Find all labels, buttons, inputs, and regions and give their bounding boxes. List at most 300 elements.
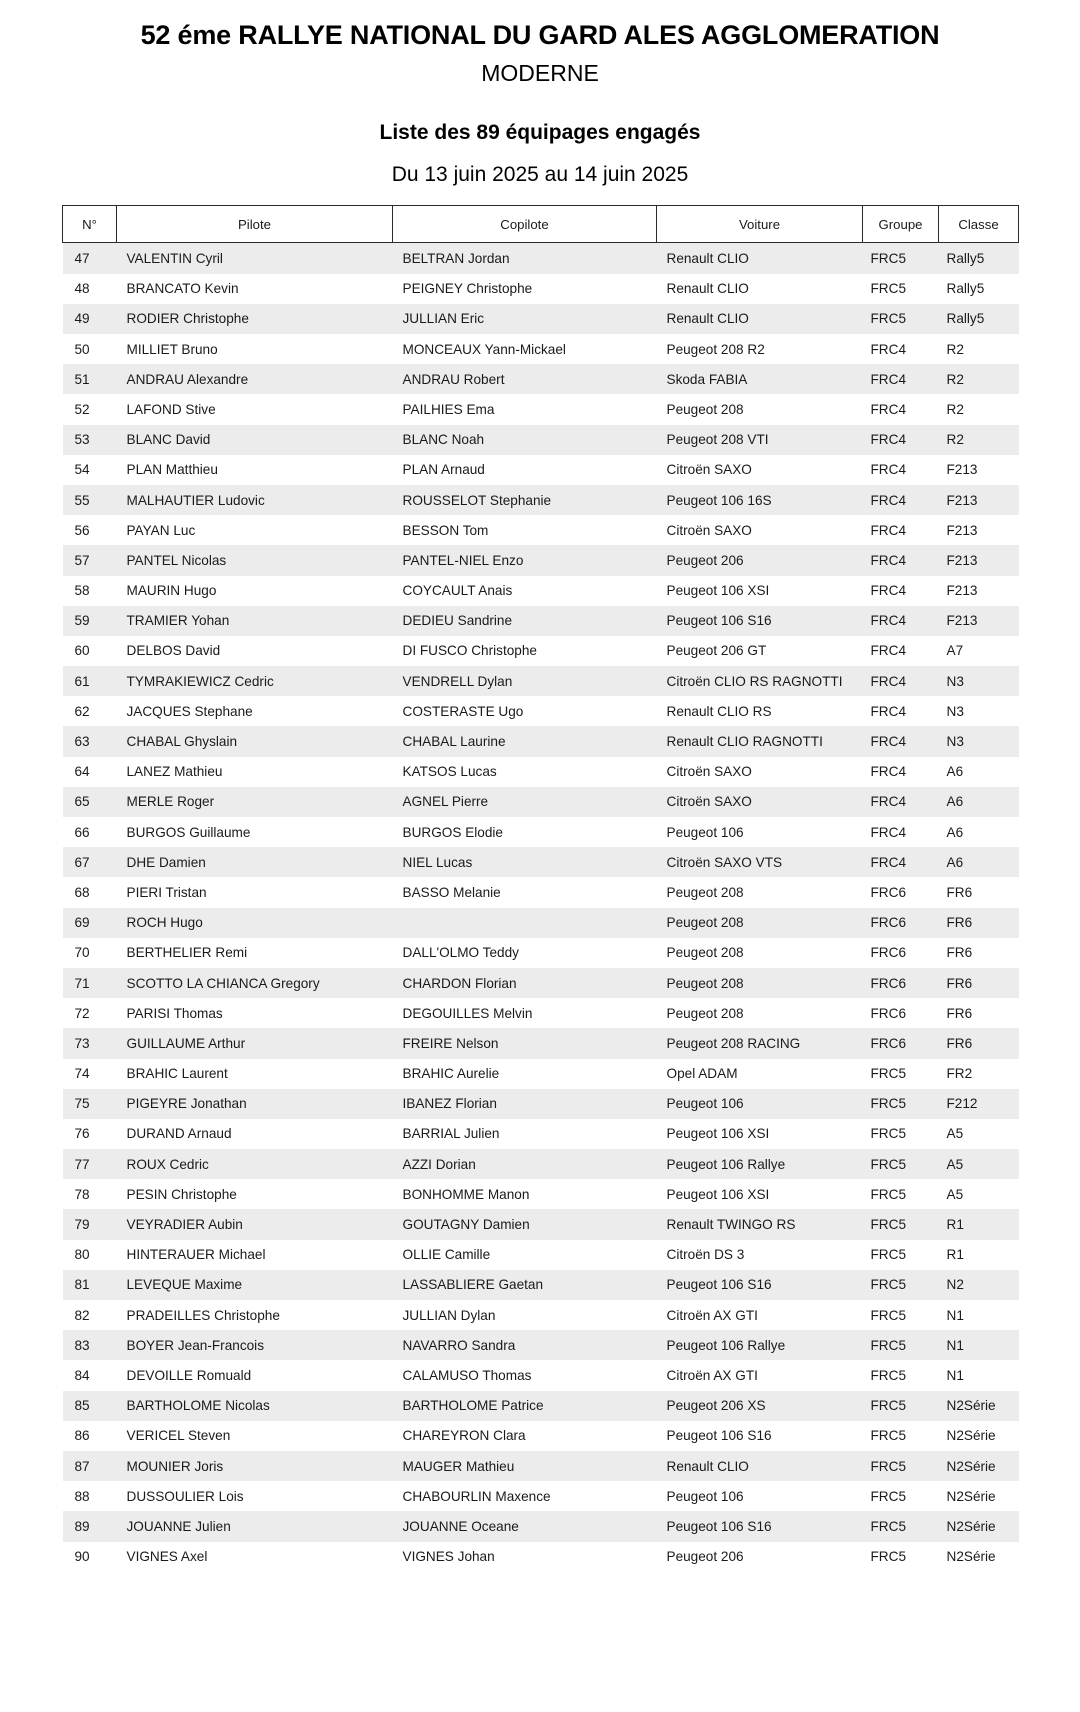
cell-voiture: Citroën SAXO VTS	[657, 847, 863, 877]
cell-classe: FR6	[939, 998, 1019, 1028]
cell-pilote: MALHAUTIER Ludovic	[117, 485, 393, 515]
cell-groupe: FRC5	[863, 304, 939, 334]
cell-classe: N2Série	[939, 1511, 1019, 1541]
column-header-copilote: Copilote	[393, 206, 657, 243]
table-row	[63, 1511, 1019, 1541]
cell-classe: FR6	[939, 877, 1019, 907]
cell-copilote: COYCAULT Anais	[393, 576, 657, 606]
cell-pilote: MERLE Roger	[117, 787, 393, 817]
cell-num: 79	[63, 1209, 117, 1239]
cell-copilote	[393, 908, 657, 938]
table-row	[63, 515, 1019, 545]
cell-voiture: Citroën SAXO	[657, 515, 863, 545]
cell-groupe: FRC6	[863, 968, 939, 998]
cell-classe: R2	[939, 364, 1019, 394]
cell-copilote: BASSO Melanie	[393, 877, 657, 907]
table-row	[63, 545, 1019, 575]
cell-copilote: BESSON Tom	[393, 515, 657, 545]
cell-classe: A7	[939, 636, 1019, 666]
cell-pilote: MAURIN Hugo	[117, 576, 393, 606]
table-row	[63, 1059, 1019, 1089]
cell-groupe: FRC5	[863, 1089, 939, 1119]
cell-classe: F213	[939, 455, 1019, 485]
cell-voiture: Peugeot 106 S16	[657, 1270, 863, 1300]
cell-copilote: BARRIAL Julien	[393, 1119, 657, 1149]
cell-copilote: PEIGNEY Christophe	[393, 274, 657, 304]
cell-copilote: DI FUSCO Christophe	[393, 636, 657, 666]
cell-groupe: FRC5	[863, 1330, 939, 1360]
cell-num: 73	[63, 1028, 117, 1058]
cell-copilote: JOUANNE Oceane	[393, 1511, 657, 1541]
cell-copilote: BLANC Noah	[393, 425, 657, 455]
table-row	[63, 817, 1019, 847]
cell-pilote: TRAMIER Yohan	[117, 606, 393, 636]
table-row	[63, 938, 1019, 968]
cell-classe: A6	[939, 817, 1019, 847]
cell-copilote: BARTHOLOME Patrice	[393, 1391, 657, 1421]
table-header-row	[63, 206, 1019, 243]
page-title: 52 éme RALLYE NATIONAL DU GARD ALES AGGLOMERATION	[140, 20, 940, 50]
cell-classe: FR6	[939, 968, 1019, 998]
cell-groupe: FRC4	[863, 666, 939, 696]
cell-groupe: FRC5	[863, 1511, 939, 1541]
cell-copilote: CHAREYRON Clara	[393, 1421, 657, 1451]
cell-pilote: JACQUES Stephane	[117, 696, 393, 726]
column-header-classe: Classe	[939, 206, 1019, 243]
cell-copilote: MONCEAUX Yann-Mickael	[393, 334, 657, 364]
cell-pilote: BOYER Jean-Francois	[117, 1330, 393, 1360]
cell-pilote: DURAND Arnaud	[117, 1119, 393, 1149]
column-header-voiture: Voiture	[657, 206, 863, 243]
cell-pilote: PIGEYRE Jonathan	[117, 1089, 393, 1119]
table-row	[63, 274, 1019, 304]
cell-copilote: JULLIAN Eric	[393, 304, 657, 334]
table-body	[63, 243, 1019, 1572]
table-row	[63, 364, 1019, 394]
cell-voiture: Peugeot 106 S16	[657, 606, 863, 636]
cell-pilote: GUILLAUME Arthur	[117, 1028, 393, 1058]
cell-pilote: PLAN Matthieu	[117, 455, 393, 485]
cell-groupe: FRC4	[863, 787, 939, 817]
cell-classe: Rally5	[939, 304, 1019, 334]
cell-voiture: Citroën AX GTI	[657, 1300, 863, 1330]
cell-voiture: Renault CLIO	[657, 304, 863, 334]
event-dates: Du 13 juin 2025 au 14 juin 2025	[391, 163, 689, 187]
cell-copilote: AGNEL Pierre	[393, 787, 657, 817]
table-row	[63, 1089, 1019, 1119]
table-row	[63, 696, 1019, 726]
cell-voiture: Renault CLIO	[657, 243, 863, 274]
cell-num: 48	[63, 274, 117, 304]
cell-voiture: Peugeot 208 VTI	[657, 425, 863, 455]
cell-voiture: Peugeot 206	[657, 545, 863, 575]
cell-num: 57	[63, 545, 117, 575]
cell-groupe: FRC4	[863, 726, 939, 756]
table-row	[63, 576, 1019, 606]
cell-copilote: VENDRELL Dylan	[393, 666, 657, 696]
table-row	[63, 1421, 1019, 1451]
cell-pilote: MILLIET Bruno	[117, 334, 393, 364]
cell-copilote: VIGNES Johan	[393, 1542, 657, 1572]
cell-pilote: DEVOILLE Romuald	[117, 1360, 393, 1390]
cell-copilote: BURGOS Elodie	[393, 817, 657, 847]
cell-classe: Rally5	[939, 274, 1019, 304]
cell-voiture: Citroën SAXO	[657, 757, 863, 787]
table-row	[63, 1360, 1019, 1390]
cell-num: 62	[63, 696, 117, 726]
cell-classe: F212	[939, 1089, 1019, 1119]
cell-voiture: Peugeot 106 XSI	[657, 576, 863, 606]
cell-classe: F213	[939, 485, 1019, 515]
cell-num: 53	[63, 425, 117, 455]
cell-voiture: Peugeot 208	[657, 968, 863, 998]
cell-classe: N3	[939, 666, 1019, 696]
cell-groupe: FRC5	[863, 1421, 939, 1451]
cell-voiture: Renault CLIO	[657, 274, 863, 304]
cell-groupe: FRC5	[863, 1240, 939, 1270]
cell-voiture: Peugeot 106 16S	[657, 485, 863, 515]
cell-copilote: PANTEL-NIEL Enzo	[393, 545, 657, 575]
cell-classe: R2	[939, 394, 1019, 424]
cell-num: 84	[63, 1360, 117, 1390]
cell-pilote: DUSSOULIER Lois	[117, 1481, 393, 1511]
cell-classe: R1	[939, 1240, 1019, 1270]
cell-copilote: LASSABLIERE Gaetan	[393, 1270, 657, 1300]
entry-list-table	[62, 205, 1019, 1571]
cell-voiture: Peugeot 206	[657, 1542, 863, 1572]
cell-classe: F213	[939, 576, 1019, 606]
cell-voiture: Peugeot 208 R2	[657, 334, 863, 364]
table-row	[63, 1481, 1019, 1511]
table-row	[63, 334, 1019, 364]
cell-num: 69	[63, 908, 117, 938]
cell-pilote: PESIN Christophe	[117, 1179, 393, 1209]
cell-groupe: FRC4	[863, 576, 939, 606]
cell-groupe: FRC5	[863, 274, 939, 304]
cell-groupe: FRC5	[863, 1119, 939, 1149]
cell-classe: N2	[939, 1270, 1019, 1300]
cell-copilote: DEGOUILLES Melvin	[393, 998, 657, 1028]
cell-classe: N2Série	[939, 1421, 1019, 1451]
cell-num: 81	[63, 1270, 117, 1300]
cell-voiture: Peugeot 106 S16	[657, 1421, 863, 1451]
cell-groupe: FRC4	[863, 545, 939, 575]
cell-voiture: Peugeot 208 RACING	[657, 1028, 863, 1058]
entry-count-heading: Liste des 89 équipages engagés	[379, 121, 701, 145]
cell-pilote: BERTHELIER Remi	[117, 938, 393, 968]
cell-pilote: ROUX Cedric	[117, 1149, 393, 1179]
table-row	[63, 1391, 1019, 1421]
table-row	[63, 1542, 1019, 1572]
table-row	[63, 1149, 1019, 1179]
cell-voiture: Citroën CLIO RS RAGNOTTI	[657, 666, 863, 696]
cell-groupe: FRC4	[863, 817, 939, 847]
cell-classe: N1	[939, 1330, 1019, 1360]
cell-pilote: LANEZ Mathieu	[117, 757, 393, 787]
cell-groupe: FRC6	[863, 908, 939, 938]
cell-pilote: DELBOS David	[117, 636, 393, 666]
table-row	[63, 1209, 1019, 1239]
cell-classe: N3	[939, 726, 1019, 756]
cell-copilote: CHABAL Laurine	[393, 726, 657, 756]
cell-classe: N2Série	[939, 1542, 1019, 1572]
cell-voiture: Peugeot 208	[657, 394, 863, 424]
cell-voiture: Peugeot 106	[657, 1481, 863, 1511]
cell-classe: FR6	[939, 938, 1019, 968]
cell-pilote: SCOTTO LA CHIANCA Gregory	[117, 968, 393, 998]
cell-classe: N1	[939, 1360, 1019, 1390]
cell-num: 65	[63, 787, 117, 817]
cell-pilote: VERICEL Steven	[117, 1421, 393, 1451]
cell-classe: A5	[939, 1149, 1019, 1179]
cell-voiture: Peugeot 208	[657, 938, 863, 968]
cell-groupe: FRC4	[863, 696, 939, 726]
cell-voiture: Renault CLIO RS	[657, 696, 863, 726]
cell-groupe: FRC5	[863, 1300, 939, 1330]
cell-copilote: JULLIAN Dylan	[393, 1300, 657, 1330]
cell-pilote: BRAHIC Laurent	[117, 1059, 393, 1089]
cell-voiture: Opel ADAM	[657, 1059, 863, 1089]
cell-num: 74	[63, 1059, 117, 1089]
cell-pilote: VIGNES Axel	[117, 1542, 393, 1572]
cell-groupe: FRC4	[863, 485, 939, 515]
cell-num: 67	[63, 847, 117, 877]
cell-groupe: FRC5	[863, 1391, 939, 1421]
cell-groupe: FRC4	[863, 757, 939, 787]
cell-copilote: GOUTAGNY Damien	[393, 1209, 657, 1239]
table-row	[63, 1119, 1019, 1149]
cell-pilote: PAYAN Luc	[117, 515, 393, 545]
cell-num: 55	[63, 485, 117, 515]
cell-groupe: FRC5	[863, 1481, 939, 1511]
table-row	[63, 636, 1019, 666]
cell-num: 72	[63, 998, 117, 1028]
cell-classe: A6	[939, 787, 1019, 817]
cell-num: 87	[63, 1451, 117, 1481]
cell-copilote: MAUGER Mathieu	[393, 1451, 657, 1481]
cell-classe: R2	[939, 425, 1019, 455]
cell-groupe: FRC5	[863, 1542, 939, 1572]
cell-groupe: FRC4	[863, 515, 939, 545]
cell-groupe: FRC5	[863, 243, 939, 274]
cell-num: 83	[63, 1330, 117, 1360]
column-header-pilote: Pilote	[117, 206, 393, 243]
cell-groupe: FRC5	[863, 1059, 939, 1089]
cell-num: 76	[63, 1119, 117, 1149]
table-row	[63, 787, 1019, 817]
cell-voiture: Peugeot 206 XS	[657, 1391, 863, 1421]
cell-num: 58	[63, 576, 117, 606]
cell-groupe: FRC4	[863, 394, 939, 424]
cell-groupe: FRC4	[863, 364, 939, 394]
cell-num: 77	[63, 1149, 117, 1179]
table-row	[63, 968, 1019, 998]
table-row	[63, 877, 1019, 907]
cell-copilote: CHARDON Florian	[393, 968, 657, 998]
cell-groupe: FRC4	[863, 636, 939, 666]
cell-copilote: BONHOMME Manon	[393, 1179, 657, 1209]
cell-num: 90	[63, 1542, 117, 1572]
cell-classe: R1	[939, 1209, 1019, 1239]
cell-voiture: Citroën DS 3	[657, 1240, 863, 1270]
cell-num: 89	[63, 1511, 117, 1541]
category-subtitle: MODERNE	[481, 59, 599, 86]
cell-pilote: BARTHOLOME Nicolas	[117, 1391, 393, 1421]
table-row	[63, 1300, 1019, 1330]
table-row	[63, 1179, 1019, 1209]
cell-num: 60	[63, 636, 117, 666]
cell-pilote: PRADEILLES Christophe	[117, 1300, 393, 1330]
cell-voiture: Peugeot 208	[657, 877, 863, 907]
table-row	[63, 1451, 1019, 1481]
cell-classe: F213	[939, 515, 1019, 545]
cell-groupe: FRC4	[863, 455, 939, 485]
cell-num: 71	[63, 968, 117, 998]
table-row	[63, 394, 1019, 424]
cell-copilote: CHABOURLIN Maxence	[393, 1481, 657, 1511]
cell-groupe: FRC4	[863, 425, 939, 455]
cell-voiture: Skoda FABIA	[657, 364, 863, 394]
cell-num: 52	[63, 394, 117, 424]
cell-voiture: Citroën AX GTI	[657, 1360, 863, 1390]
cell-pilote: CHABAL Ghyslain	[117, 726, 393, 756]
cell-pilote: BURGOS Guillaume	[117, 817, 393, 847]
cell-classe: N2Série	[939, 1451, 1019, 1481]
table-row	[63, 908, 1019, 938]
cell-classe: A6	[939, 757, 1019, 787]
cell-num: 51	[63, 364, 117, 394]
cell-num: 49	[63, 304, 117, 334]
cell-num: 66	[63, 817, 117, 847]
table-row	[63, 1330, 1019, 1360]
cell-copilote: PLAN Arnaud	[393, 455, 657, 485]
cell-classe: N3	[939, 696, 1019, 726]
cell-pilote: TYMRAKIEWICZ Cedric	[117, 666, 393, 696]
cell-groupe: FRC4	[863, 847, 939, 877]
cell-num: 64	[63, 757, 117, 787]
cell-pilote: RODIER Christophe	[117, 304, 393, 334]
cell-copilote: IBANEZ Florian	[393, 1089, 657, 1119]
cell-groupe: FRC6	[863, 938, 939, 968]
cell-num: 78	[63, 1179, 117, 1209]
cell-pilote: BLANC David	[117, 425, 393, 455]
table-row	[63, 304, 1019, 334]
cell-copilote: ROUSSELOT Stephanie	[393, 485, 657, 515]
cell-voiture: Renault CLIO RAGNOTTI	[657, 726, 863, 756]
table-row	[63, 243, 1019, 274]
cell-groupe: FRC5	[863, 1360, 939, 1390]
cell-groupe: FRC4	[863, 606, 939, 636]
cell-classe: Rally5	[939, 243, 1019, 274]
cell-pilote: ANDRAU Alexandre	[117, 364, 393, 394]
cell-pilote: PANTEL Nicolas	[117, 545, 393, 575]
entry-list-table-wrapper	[62, 205, 1018, 1571]
cell-num: 54	[63, 455, 117, 485]
cell-classe: F213	[939, 545, 1019, 575]
cell-pilote: LEVEQUE Maxime	[117, 1270, 393, 1300]
cell-groupe: FRC6	[863, 1028, 939, 1058]
cell-voiture: Peugeot 106 Rallye	[657, 1330, 863, 1360]
cell-copilote: COSTERASTE Ugo	[393, 696, 657, 726]
cell-classe: A5	[939, 1179, 1019, 1209]
cell-pilote: MOUNIER Joris	[117, 1451, 393, 1481]
cell-voiture: Renault CLIO	[657, 1451, 863, 1481]
table-row	[63, 998, 1019, 1028]
cell-groupe: FRC5	[863, 1149, 939, 1179]
cell-num: 75	[63, 1089, 117, 1119]
cell-num: 86	[63, 1421, 117, 1451]
cell-classe: FR6	[939, 908, 1019, 938]
cell-copilote: NAVARRO Sandra	[393, 1330, 657, 1360]
table-row	[63, 666, 1019, 696]
cell-voiture: Peugeot 106	[657, 1089, 863, 1119]
column-header-groupe: Groupe	[863, 206, 939, 243]
cell-groupe: FRC5	[863, 1270, 939, 1300]
table-header	[63, 206, 1019, 243]
table-row	[63, 425, 1019, 455]
cell-num: 61	[63, 666, 117, 696]
cell-voiture: Citroën SAXO	[657, 455, 863, 485]
cell-classe: F213	[939, 606, 1019, 636]
cell-copilote: CALAMUSO Thomas	[393, 1360, 657, 1390]
table-row	[63, 847, 1019, 877]
table-row	[63, 1270, 1019, 1300]
table-row	[63, 455, 1019, 485]
cell-copilote: NIEL Lucas	[393, 847, 657, 877]
cell-voiture: Peugeot 106 Rallye	[657, 1149, 863, 1179]
cell-voiture: Citroën SAXO	[657, 787, 863, 817]
cell-num: 59	[63, 606, 117, 636]
cell-pilote: VEYRADIER Aubin	[117, 1209, 393, 1239]
cell-pilote: JOUANNE Julien	[117, 1511, 393, 1541]
cell-pilote: VALENTIN Cyril	[117, 243, 393, 274]
cell-pilote: LAFOND Stive	[117, 394, 393, 424]
cell-pilote: DHE Damien	[117, 847, 393, 877]
cell-num: 63	[63, 726, 117, 756]
cell-num: 85	[63, 1391, 117, 1421]
cell-num: 68	[63, 877, 117, 907]
cell-classe: N1	[939, 1300, 1019, 1330]
table-row	[63, 757, 1019, 787]
table-row	[63, 726, 1019, 756]
cell-pilote: PIERI Tristan	[117, 877, 393, 907]
cell-voiture: Renault TWINGO RS	[657, 1209, 863, 1239]
cell-groupe: FRC6	[863, 998, 939, 1028]
cell-num: 88	[63, 1481, 117, 1511]
cell-num: 80	[63, 1240, 117, 1270]
cell-copilote: DEDIEU Sandrine	[393, 606, 657, 636]
cell-pilote: PARISI Thomas	[117, 998, 393, 1028]
cell-copilote: BRAHIC Aurelie	[393, 1059, 657, 1089]
cell-copilote: FREIRE Nelson	[393, 1028, 657, 1058]
cell-groupe: FRC6	[863, 877, 939, 907]
cell-voiture: Peugeot 208	[657, 998, 863, 1028]
cell-classe: FR2	[939, 1059, 1019, 1089]
cell-classe: N2Série	[939, 1481, 1019, 1511]
cell-pilote: BRANCATO Kevin	[117, 274, 393, 304]
table-row	[63, 485, 1019, 515]
cell-copilote: PAILHIES Ema	[393, 394, 657, 424]
cell-num: 70	[63, 938, 117, 968]
cell-pilote: HINTERAUER Michael	[117, 1240, 393, 1270]
cell-voiture: Peugeot 106 S16	[657, 1511, 863, 1541]
cell-classe: FR6	[939, 1028, 1019, 1058]
cell-voiture: Peugeot 208	[657, 908, 863, 938]
cell-voiture: Peugeot 106	[657, 817, 863, 847]
cell-groupe: FRC5	[863, 1209, 939, 1239]
table-row	[63, 1240, 1019, 1270]
cell-copilote: AZZI Dorian	[393, 1149, 657, 1179]
